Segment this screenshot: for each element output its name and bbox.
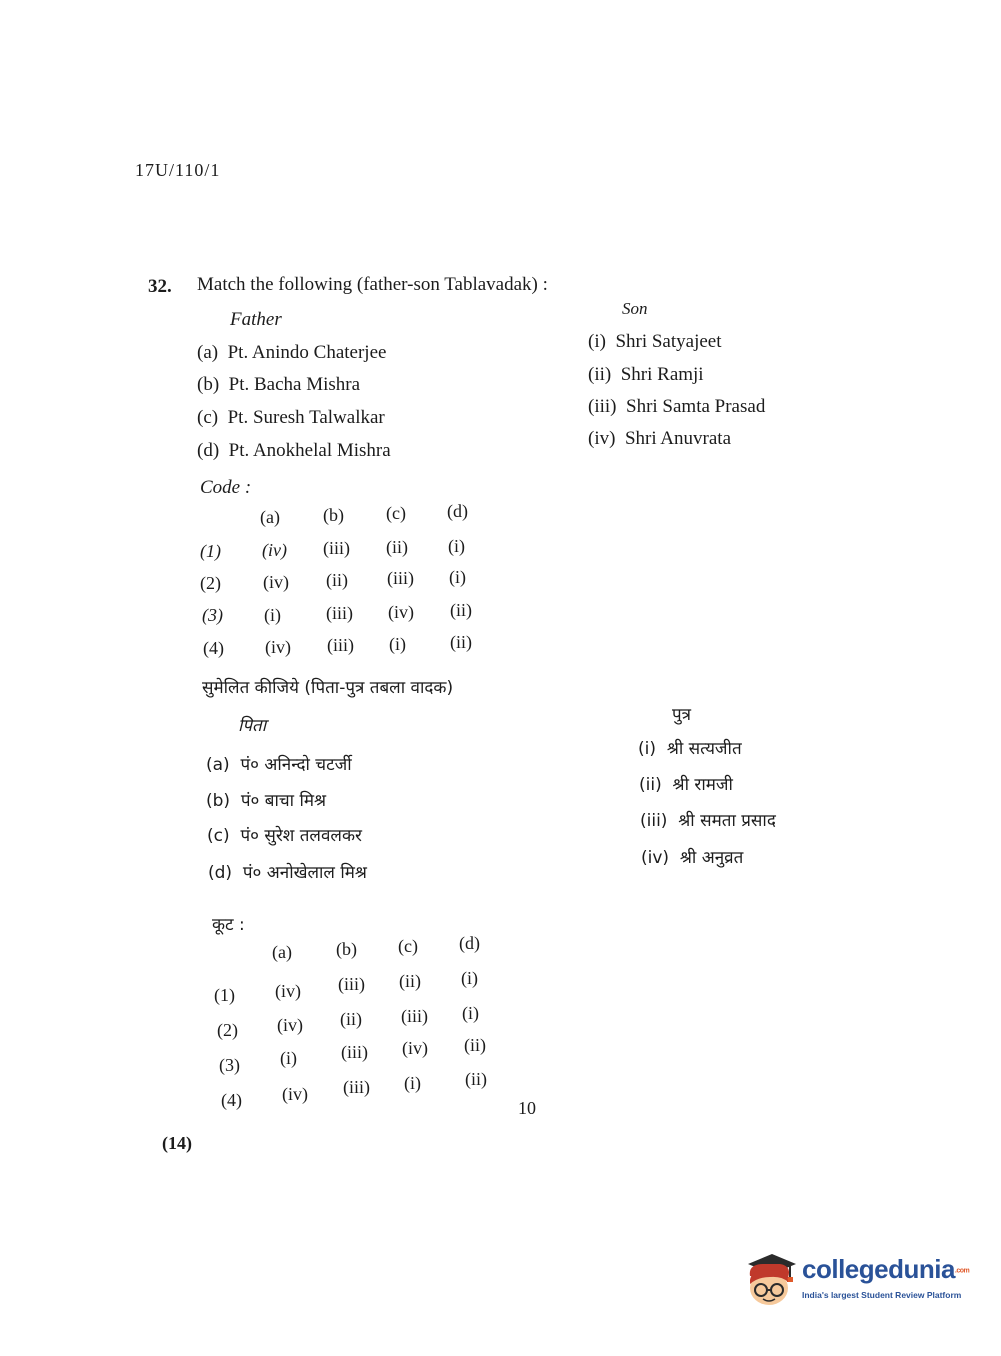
hindi-son-item bbox=[640, 808, 776, 831]
code-option: (3) bbox=[202, 605, 223, 625]
son-label: (iii) bbox=[588, 396, 617, 417]
son-label: (ii) bbox=[639, 775, 662, 795]
son-name: Shri Anuvrata bbox=[624, 428, 732, 449]
code-cell: (iv) bbox=[277, 1015, 303, 1035]
code-col-header: (d) bbox=[447, 501, 468, 521]
code-cell: (ii) bbox=[386, 537, 408, 557]
code-cell: (ii) bbox=[450, 600, 472, 620]
code-option: (3) bbox=[219, 1055, 240, 1075]
son-label: (i) bbox=[638, 739, 656, 759]
hindi-son-heading: पुत्र bbox=[672, 705, 692, 725]
father-name: पं० बाचा मिश्र bbox=[240, 791, 327, 811]
brand-suffix: .com bbox=[954, 1267, 970, 1275]
father-name: पं० अनिन्दो चटर्जी bbox=[240, 755, 352, 775]
hindi-father-item bbox=[206, 752, 352, 775]
father-item bbox=[197, 374, 360, 396]
collegedunia-logo bbox=[742, 1250, 972, 1320]
father-label: (a) bbox=[206, 755, 230, 775]
son-label: (ii) bbox=[588, 364, 612, 385]
code-cell: (iv) bbox=[388, 602, 414, 622]
code-table bbox=[200, 501, 500, 665]
code-cell: (iv) bbox=[263, 572, 289, 592]
code-cell: (ii) bbox=[465, 1069, 487, 1089]
code-option: (2) bbox=[217, 1020, 238, 1040]
code-cell: (iii) bbox=[401, 1006, 428, 1026]
son-label: (i) bbox=[588, 331, 606, 352]
son-name: श्री समता प्रसाद bbox=[678, 811, 776, 831]
code-cell: (ii) bbox=[399, 971, 421, 991]
hindi-son-item bbox=[641, 845, 743, 868]
son-name: Shri Ramji bbox=[620, 364, 704, 385]
father-name: Pt. Anokhelal Mishra bbox=[228, 440, 391, 461]
son-heading: Son bbox=[622, 299, 648, 318]
code-cell: (ii) bbox=[450, 632, 472, 652]
code-cell: (ii) bbox=[464, 1035, 486, 1055]
code-option: (1) bbox=[200, 541, 221, 561]
father-label: (b) bbox=[206, 791, 231, 811]
question-marker: (14) bbox=[162, 1133, 192, 1153]
father-label: (c) bbox=[207, 826, 230, 846]
father-name: Pt. Bacha Mishra bbox=[228, 374, 361, 395]
hindi-father-item bbox=[206, 788, 326, 811]
question-number: 32. bbox=[148, 276, 172, 297]
code-cell: (iv) bbox=[402, 1038, 428, 1058]
brand-name: collegedunia.com bbox=[802, 1254, 970, 1284]
code-cell: (iii) bbox=[341, 1042, 368, 1062]
son-item bbox=[588, 396, 765, 418]
mascot-icon bbox=[742, 1250, 800, 1312]
father-name: Pt. Anindo Chaterjee bbox=[227, 342, 387, 363]
son-label: (iv) bbox=[641, 848, 670, 868]
father-label: (d) bbox=[197, 440, 220, 461]
father-label: (a) bbox=[197, 342, 219, 363]
code-cell: (ii) bbox=[340, 1009, 362, 1029]
code-cell: (ii) bbox=[326, 570, 348, 590]
code-option: (1) bbox=[214, 985, 235, 1005]
hindi-question-stem: सुमेलित कीजिये (पिता-पुत्र तबला वादक) bbox=[202, 678, 454, 698]
code-col-header: (c) bbox=[386, 503, 406, 523]
code-cell: (iii) bbox=[338, 974, 365, 994]
code-option: (4) bbox=[203, 638, 224, 658]
code-label: Code : bbox=[200, 477, 252, 498]
code-cell: (iii) bbox=[343, 1077, 370, 1097]
code-col-header: (b) bbox=[336, 939, 357, 959]
code-cell: (i) bbox=[449, 567, 466, 587]
page-number: 10 bbox=[518, 1098, 536, 1118]
son-label: (iii) bbox=[640, 811, 668, 831]
code-cell: (i) bbox=[448, 536, 465, 556]
father-name: पं० अनोखेलाल मिश्र bbox=[242, 863, 367, 883]
code-cell: (iv) bbox=[282, 1084, 308, 1104]
father-item bbox=[197, 342, 386, 364]
hindi-father-item bbox=[207, 823, 362, 846]
code-cell: (iii) bbox=[327, 635, 354, 655]
code-col-header: (a) bbox=[272, 942, 292, 962]
code-col-header: (c) bbox=[398, 936, 418, 956]
code-cell: (i) bbox=[264, 605, 281, 625]
son-name: श्री सत्यजीत bbox=[666, 739, 742, 759]
code-option: (2) bbox=[200, 573, 221, 593]
brand-tagline: India's largest Student Review Platform bbox=[802, 1290, 962, 1300]
son-label: (iv) bbox=[588, 428, 616, 449]
son-name: श्री अनुव्रत bbox=[679, 848, 744, 868]
father-label: (b) bbox=[197, 374, 220, 395]
father-label: (c) bbox=[197, 407, 219, 428]
hindi-son-item bbox=[639, 772, 733, 795]
code-cell: (i) bbox=[462, 1003, 479, 1023]
father-item bbox=[197, 440, 391, 462]
son-item bbox=[588, 364, 704, 386]
code-cell: (iv) bbox=[262, 540, 287, 560]
hindi-father-item bbox=[208, 860, 367, 883]
son-name: Shri Satyajeet bbox=[615, 331, 722, 352]
hindi-code-label: कूट : bbox=[212, 915, 245, 935]
code-cell: (iii) bbox=[387, 568, 414, 588]
father-name: पं० सुरेश तलवलकर bbox=[240, 826, 362, 846]
father-name: Pt. Suresh Talwalkar bbox=[227, 407, 385, 428]
father-label: (d) bbox=[208, 863, 233, 883]
code-cell: (i) bbox=[389, 634, 406, 654]
code-cell: (iii) bbox=[323, 538, 350, 558]
code-col-header: (a) bbox=[260, 507, 280, 527]
father-heading: Father bbox=[230, 309, 282, 330]
code-cell: (i) bbox=[404, 1073, 421, 1093]
code-cell: (i) bbox=[461, 968, 478, 988]
son-name: Shri Samta Prasad bbox=[626, 396, 766, 417]
hindi-son-item bbox=[638, 736, 742, 759]
paper-code: 17U/110/1 bbox=[135, 160, 221, 180]
son-name: श्री रामजी bbox=[672, 775, 733, 795]
son-item bbox=[588, 428, 731, 450]
code-col-header: (b) bbox=[323, 505, 344, 525]
code-cell: (iv) bbox=[275, 981, 301, 1001]
hindi-code-table bbox=[214, 935, 514, 1115]
son-item bbox=[588, 331, 722, 353]
question-stem: Match the following (father-son Tablavadak) : bbox=[197, 274, 548, 295]
code-cell: (iv) bbox=[265, 637, 291, 657]
father-item bbox=[197, 407, 385, 429]
code-option: (4) bbox=[221, 1090, 242, 1110]
hindi-father-heading: पिता bbox=[238, 716, 267, 736]
code-cell: (i) bbox=[280, 1048, 297, 1068]
code-col-header: (d) bbox=[459, 933, 480, 953]
code-cell: (iii) bbox=[326, 603, 353, 623]
